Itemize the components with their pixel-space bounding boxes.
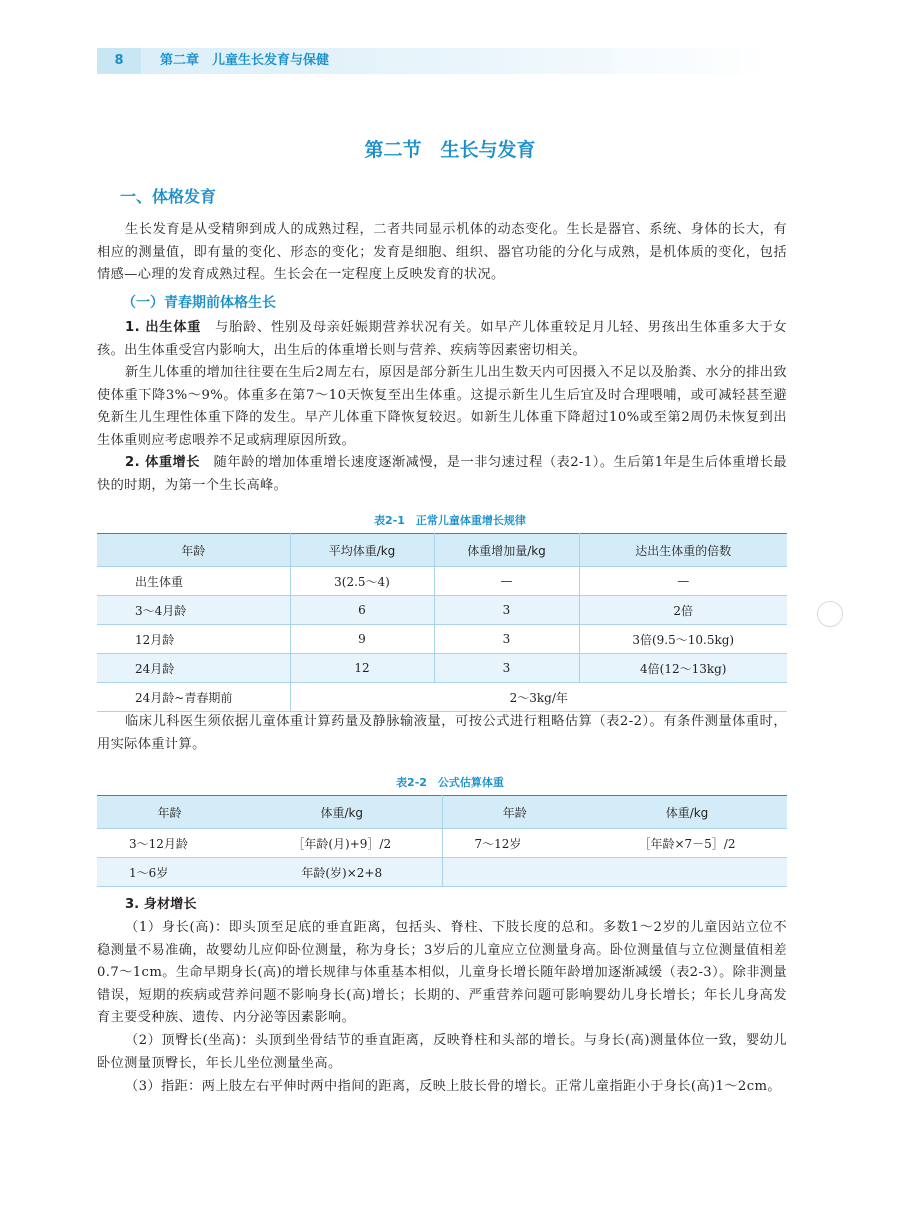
- paragraph-weight-gain: [97, 452, 787, 497]
- table-cell: 9: [290, 625, 434, 654]
- table-cell: 24月龄~青春期前: [97, 683, 290, 712]
- paragraph-newborn-weight: 新生儿体重的增加往往要在生后2周左右，原因是部分新生儿出生数天内可因摄入不足以及胎粪、水分的排出致使体重下降3%～9%。体重多在第7～10天恢复至出生体重。这提示新生儿生后宜及时合理喂哺，或可减轻甚至避免新生儿生理性体重下降的发生。早产儿体重下降恢复较迟。如新生儿体重下降超过10%或至第2周仍未恢复到出生体重则应考虑喂养不足或病理原因所致。: [97, 365, 787, 448]
- table-row: [97, 625, 787, 654]
- paragraph-height: （1）身长(高)：即头顶至足底的垂直距离，包括头、脊柱、下肢长度的总和。多数1～2岁的儿童因站立位不稳测量不易准确，故婴幼儿应仰卧位测量，称为身长；3岁后的儿童应立位测量身高。卧位测量值与立位测量值相差0.7～1cm。生命早期身长(高)的增长规律与体重基本相似，儿童身长增长随年龄增加逐渐减缓（表2-3）。除非测量错误，短期的疾病或营养问题不影响身长(高)增长；长期的、严重营养问题可影响婴幼儿身长增长；年长儿身高发育主要受种族、遗传、内分泌等因素影响。: [97, 920, 788, 1025]
- paragraph-arm-span: （3）指距：两上肢左右平伸时两中指间的距离，反映上肢长骨的增长。正常儿童指距小于身长(高)1～2cm。: [125, 1079, 781, 1094]
- table-row: [97, 683, 787, 712]
- table-cell: 1～6岁: [97, 858, 242, 887]
- table-cell: 6: [290, 596, 434, 625]
- weight-gain-label: 2. 体重增长: [125, 455, 200, 470]
- table-cell: 4倍(12～13kg): [579, 654, 787, 683]
- heading-height-growth: [125, 893, 197, 912]
- table-cell: 3～12月龄: [97, 829, 242, 858]
- chapter-title: 第二章 儿童生长发育与保健: [160, 53, 330, 68]
- table-row: [97, 596, 787, 625]
- table-cell: 3～4月龄: [97, 596, 290, 625]
- table-cell: 12: [290, 654, 434, 683]
- table-header-cell: 平均体重/kg: [290, 534, 434, 567]
- table-cell: ［年龄×7－5］/2: [587, 829, 787, 858]
- table-cell: 3(2.5～4): [290, 567, 434, 596]
- table-2-1: [97, 533, 787, 712]
- table-header-cell: 年龄: [97, 796, 242, 829]
- table-cell: 3倍(9.5～10.5kg): [579, 625, 787, 654]
- birth-weight-text: 与胎龄、性别及母亲妊娠期营养状况有关。如早产儿体重较足月儿轻、男孩出生体重多大于女孩。出生体重受宫内影响大，出生后的体重增长则与营养、疾病等因素密切相关。: [97, 320, 788, 358]
- table-header-cell: 年龄: [97, 534, 290, 567]
- table-cell: [587, 858, 787, 887]
- section-title: 第二节 生长与发育: [364, 139, 536, 161]
- table-cell: 3: [434, 596, 579, 625]
- birth-weight-label: 1. 出生体重: [125, 320, 202, 335]
- table-header-cell: 体重增加量/kg: [434, 534, 579, 567]
- table-row: [97, 567, 787, 596]
- table-2-2: [97, 795, 787, 887]
- heading-physical-development: 一、体格发育: [120, 187, 217, 206]
- heading-prepuberty-growth: （一）青春期前体格生长: [122, 295, 276, 311]
- table-2-1-caption: 表2-1 正常儿童体重增长规律: [374, 514, 526, 527]
- table-header-cell: 体重/kg: [242, 796, 442, 829]
- table-cell: 年龄(岁)×2+8: [242, 858, 442, 887]
- table-cell: 出生体重: [97, 567, 290, 596]
- weight-gain-text: 随年龄的增加体重增长速度逐渐减慢，是一非匀速过程（表2-1）。生后第1年是生后体重增长最快的时期，为第一个生长高峰。: [97, 455, 787, 493]
- table-cell: 3: [434, 654, 579, 683]
- table-cell: —: [579, 567, 787, 596]
- table-row: [97, 654, 787, 683]
- table-header-cell: 体重/kg: [587, 796, 787, 829]
- watermark-stamp: [817, 601, 843, 627]
- paragraph-clinical-estimate: 临床儿科医生须依据儿童体重计算药量及静脉输液量，可按公式进行粗略估算（表2-2）。有条件测量体重时，用实际体重计算。: [97, 714, 787, 752]
- table-header-row: [97, 796, 787, 829]
- table-cell: 7～12岁: [442, 829, 587, 858]
- table-cell: 3: [434, 625, 579, 654]
- table-header-row: [97, 534, 787, 567]
- table-cell: 2倍: [579, 596, 787, 625]
- table-cell: —: [434, 567, 579, 596]
- table-cell: 2～3kg/年: [290, 683, 787, 712]
- paragraph-birth-weight: [97, 317, 787, 362]
- table-cell: ［年龄(月)+9］/2: [242, 829, 442, 858]
- table-cell: 24月龄: [97, 654, 290, 683]
- table-cell: 12月龄: [97, 625, 290, 654]
- table-header-cell: 年龄: [442, 796, 587, 829]
- table-2-2-caption: 表2-2 公式估算体重: [396, 776, 504, 789]
- page-number: 8: [97, 48, 141, 74]
- table-row: [97, 858, 787, 887]
- table-row: [97, 829, 787, 858]
- table-cell: [442, 858, 587, 887]
- height-growth-label: 3. 身材增长: [125, 897, 197, 912]
- intro-paragraph: 生长发育是从受精卵到成人的成熟过程，二者共同显示机体的动态变化。生长是器官、系统、身体的长大，有相应的测量值，即有量的变化、形态的变化；发育是细胞、组织、器官功能的分化与成熟，是机体质的变化，包括情感—心理的发育成熟过程。生长会在一定程度上反映发育的状况。: [97, 222, 787, 282]
- paragraph-sitting-height: （2）顶臀长(坐高)：头顶到坐骨结节的垂直距离，反映脊柱和头部的增长。与身长(高)测量体位一致，婴幼儿卧位测量顶臀长，年长儿坐位测量坐高。: [97, 1033, 787, 1071]
- table-header-cell: 达出生体重的倍数: [579, 534, 787, 567]
